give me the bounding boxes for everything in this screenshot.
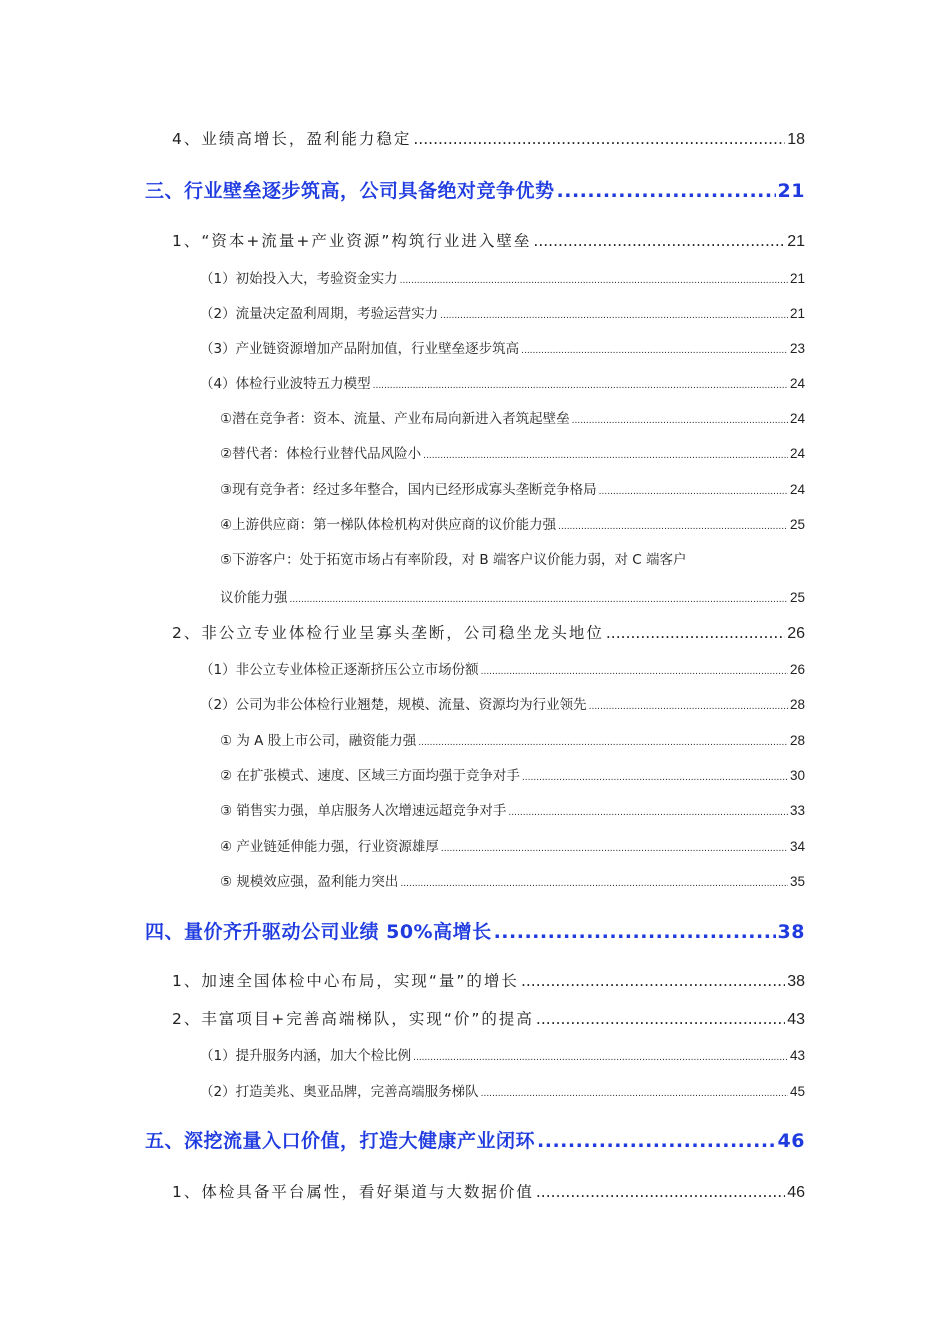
toc-dot-leader: [413, 1053, 788, 1063]
toc-entry[interactable]: [145, 1126, 805, 1153]
toc-entry-title: ①潜在竞争者：资本、流量、产业布局向新进入者筑起壁垒: [220, 411, 570, 427]
toc-dot-leader: [418, 738, 788, 748]
toc-dot-leader: [572, 416, 788, 426]
toc-dot-leader: [481, 1089, 788, 1099]
toc-entry-title: 三、行业壁垒逐步筑高，公司具备绝对竞争优势: [145, 180, 555, 202]
toc-page-number: 43: [787, 1011, 805, 1028]
toc-entry[interactable]: [220, 729, 805, 749]
toc-entry[interactable]: [220, 835, 805, 855]
toc-dot-leader: [533, 232, 785, 250]
toc-page-number: 26: [787, 625, 805, 642]
toc-entry-title: （3）产业链资源增加产品附加值，行业壁垒逐步筑高: [200, 341, 520, 357]
toc-page-number: 25: [789, 590, 805, 605]
toc-page-number: 34: [789, 839, 805, 854]
toc-entry[interactable]: [172, 621, 805, 643]
toc-dot-leader: [373, 381, 788, 391]
toc-dot-leader: [522, 773, 788, 783]
toc-dot-leader: [400, 276, 788, 286]
toc-entry-title: （1）非公立专业体检正逐渐挤压公立市场份额: [200, 662, 479, 678]
toc-entry-title: 1、“资本+流量+产业资源”构筑行业进入壁垒: [172, 232, 532, 250]
toc-entry[interactable]: [172, 969, 805, 991]
toc-entry-title: ③现有竞争者：经过多年整合，国内已经形成寡头垄断竞争格局: [220, 482, 597, 498]
toc-page-number: 46: [777, 1130, 805, 1152]
toc-entry-title: （1）提升服务内涵，加大个检比例: [200, 1048, 412, 1064]
toc-dot-leader: [536, 1183, 785, 1201]
toc-entry[interactable]: [145, 176, 805, 203]
toc-dot-leader: [481, 667, 788, 677]
toc-page-number: 35: [789, 874, 805, 889]
toc-entry[interactable]: [200, 267, 805, 287]
toc-dot-leader: [494, 921, 776, 943]
toc-entry[interactable]: [220, 764, 805, 784]
toc-page-number: 24: [789, 376, 805, 391]
toc-page-number: 38: [787, 973, 805, 990]
toc-entry[interactable]: [220, 442, 805, 462]
toc-page-number: 45: [789, 1084, 805, 1099]
toc-dot-leader: [599, 487, 788, 497]
toc-entry-title: 五、深挖流量入口价值，打造大健康产业闭环: [145, 1130, 536, 1152]
toc-page-number: 30: [789, 768, 805, 783]
toc-entry[interactable]: [145, 917, 805, 944]
toc-page-number: 43: [789, 1048, 805, 1063]
toc-page-number: 26: [789, 662, 805, 677]
toc-entry-title: ⑤ 规模效应强，盈利能力突出: [220, 874, 399, 890]
toc-entry[interactable]: [200, 693, 805, 713]
toc-entry-title: （2）流量决定盈利周期，考验运营实力: [200, 306, 439, 322]
toc-page-number: 24: [789, 446, 805, 461]
toc-entry[interactable]: [200, 302, 805, 322]
toc-entry-title: 四、量价齐升驱动公司业绩 50%高增长: [145, 921, 492, 943]
toc-entry[interactable]: [172, 229, 805, 251]
toc-entry[interactable]: [220, 513, 805, 533]
toc-entry-title: ②替代者：体检行业替代品风险小: [220, 446, 422, 462]
toc-entry[interactable]: [220, 586, 805, 606]
toc-dot-leader: [413, 130, 785, 148]
toc-dot-leader: [440, 311, 788, 321]
toc-dot-leader: [441, 844, 788, 854]
toc-page-number: 46: [787, 1184, 805, 1201]
toc-entry[interactable]: [220, 870, 805, 890]
toc-page-number: 24: [789, 411, 805, 426]
toc-entry-title: 2、非公立专业体检行业呈寡头垄断，公司稳坐龙头地位: [172, 624, 604, 642]
toc-dot-leader: [558, 522, 788, 532]
toc-entry[interactable]: [220, 478, 805, 498]
toc-entry-title-first-line[interactable]: ⑤下游客户：处于拓宽市场占有率阶段，对 B 端客户议价能力弱，对 C 端客户: [220, 552, 687, 568]
toc-page-number: 25: [789, 517, 805, 532]
toc-entry[interactable]: [220, 799, 805, 819]
toc-dot-leader: [521, 346, 788, 356]
toc-entry-title: 4、业绩高增长，盈利能力稳定: [172, 130, 412, 148]
toc-dot-leader: [537, 1130, 776, 1152]
toc-entry-title: ④ 产业链延伸能力强，行业资源雄厚: [220, 839, 439, 855]
toc-entry-title: （2）打造美兆、奥亚品牌，完善高端服务梯队: [200, 1084, 479, 1100]
toc-entry-title: 1、加速全国体检中心布局，实现“量”的增长: [172, 972, 519, 990]
toc-dot-leader: [508, 808, 788, 818]
toc-entry-title: （4）体检行业波特五力模型: [200, 376, 371, 392]
toc-entry[interactable]: [200, 372, 805, 392]
toc-page-number: 38: [777, 921, 805, 943]
toc-entry[interactable]: [172, 1180, 805, 1202]
toc-page-number: 21: [789, 271, 805, 286]
toc-dot-leader: [400, 879, 788, 889]
toc-entry-title: ③ 销售实力强，单店服务人次增速远超竞争对手: [220, 803, 507, 819]
toc-dot-leader: [521, 972, 785, 990]
toc-entry-title: （2）公司为非公体检行业翘楚，规模、流量、资源均为行业领先: [200, 697, 587, 713]
toc-dot-leader: [606, 624, 785, 642]
toc-entry-title: 2、丰富项目+完善高端梯队，实现“价”的提高: [172, 1010, 534, 1028]
toc-entry[interactable]: [200, 1080, 805, 1100]
toc-page-number: 28: [789, 733, 805, 748]
toc-page-number: 18: [787, 131, 805, 148]
toc-dot-leader: [557, 180, 776, 202]
toc-entry-title: （1）初始投入大，考验资金实力: [200, 271, 398, 287]
toc-entry-title: 1、体检具备平台属性，看好渠道与大数据价值: [172, 1183, 534, 1201]
toc-dot-leader: [589, 702, 788, 712]
toc-page-number: 21: [787, 233, 805, 250]
toc-page-number: 33: [789, 803, 805, 818]
toc-page-number: 28: [789, 697, 805, 712]
toc-entry[interactable]: [172, 127, 805, 149]
toc-entry-title: ④上游供应商：第一梯队体检机构对供应商的议价能力强: [220, 517, 557, 533]
toc-entry-title: ② 在扩张模式、速度、区域三方面均强于竞争对手: [220, 768, 520, 784]
toc-entry[interactable]: [200, 658, 805, 678]
toc-page-number: 23: [789, 341, 805, 356]
toc-entry[interactable]: [220, 407, 805, 427]
toc-dot-leader: [536, 1010, 785, 1028]
toc-entry[interactable]: [172, 1007, 805, 1029]
toc-dot-leader: [290, 595, 788, 605]
toc-page-number: 24: [789, 482, 805, 497]
toc-entry[interactable]: [200, 1044, 805, 1064]
toc-entry[interactable]: [200, 337, 805, 357]
toc-page-number: 21: [789, 306, 805, 321]
toc-page-number: 21: [777, 180, 805, 202]
toc-entry-title: 议价能力强: [220, 590, 288, 606]
toc-entry-title: ① 为 A 股上市公司，融资能力强: [220, 733, 417, 749]
toc-dot-leader: [423, 451, 788, 461]
